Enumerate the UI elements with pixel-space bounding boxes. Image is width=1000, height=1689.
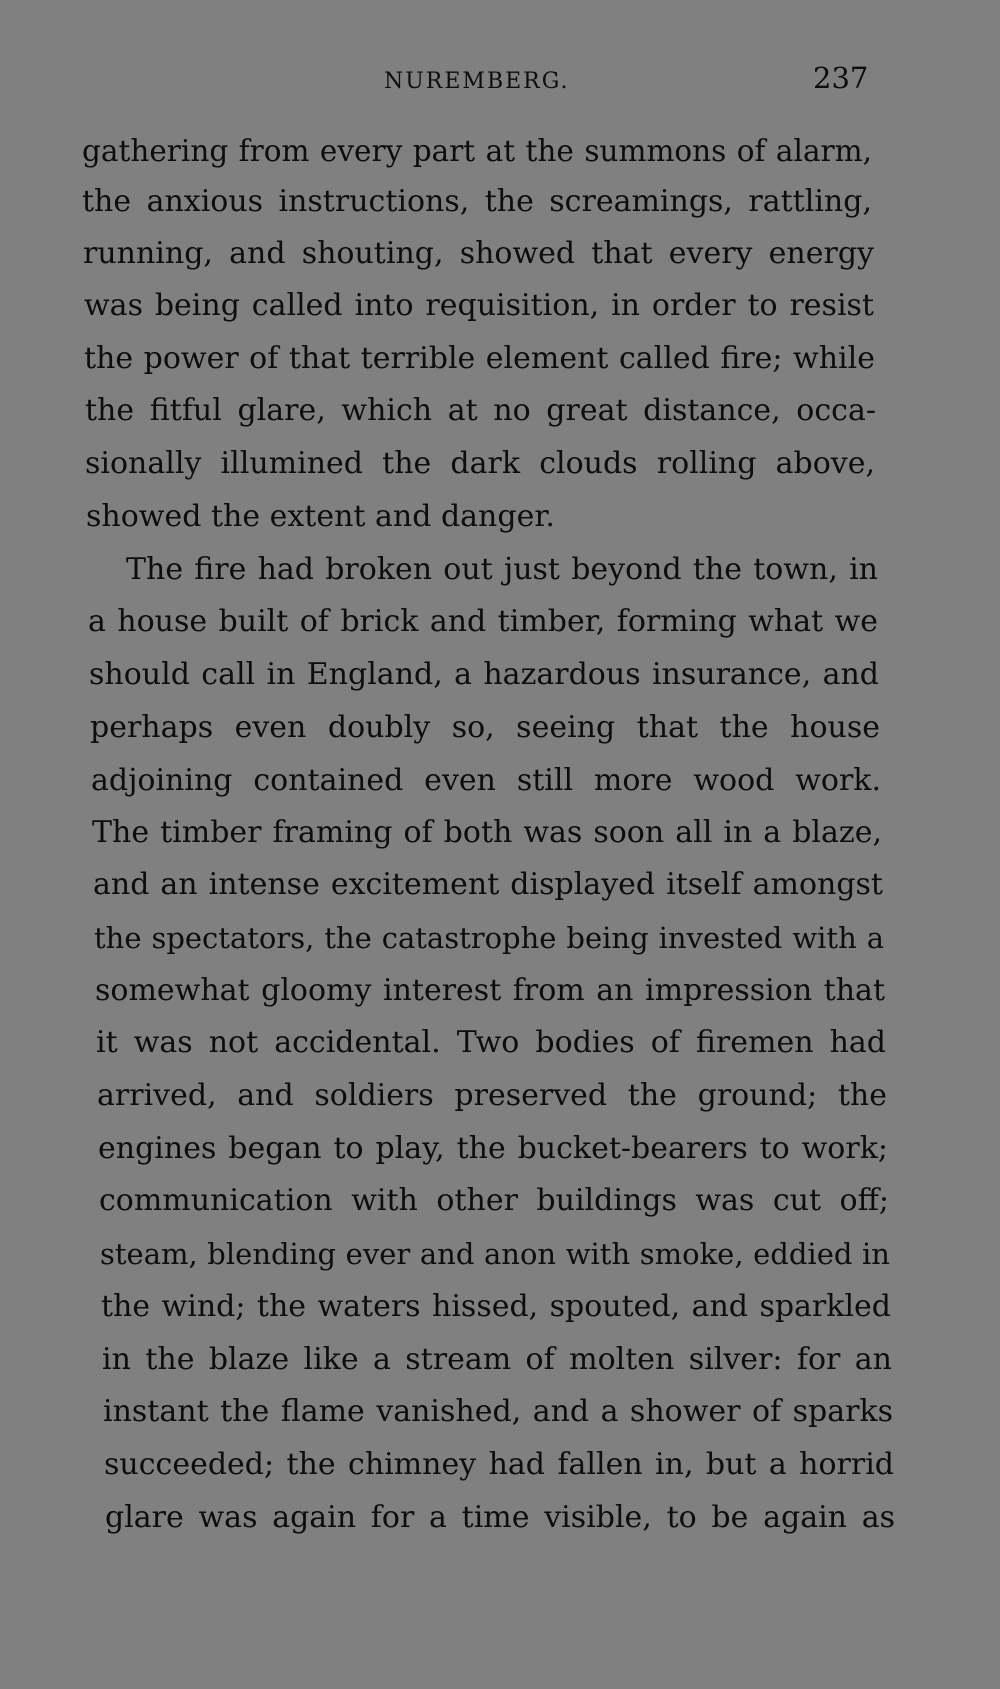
text-line: running, and shouting, showed that every energy — [83, 236, 874, 271]
text-line: the fitful glare, which at no great distance, occa- — [85, 393, 876, 428]
text-line: a house built of brick and timber, forming what we — [88, 604, 878, 639]
text-line: the anxious instructions, the screamings, rattling, — [82, 184, 872, 219]
text-line: perhaps even doubly so, seeing that the house — [90, 710, 880, 745]
text-line: sionally illumined the dark clouds rolling above, — [85, 446, 875, 481]
text-line: steam, blending ever and anon with smoke, eddied in — [100, 1237, 890, 1271]
text-line: communication with other buildings was cut off; — [99, 1183, 889, 1218]
text-line: The fire had broken out just beyond the town, in — [126, 552, 878, 587]
running-head — [0, 62, 1000, 102]
text-line: somewhat gloomy interest from an impression that — [95, 973, 885, 1008]
text-line: showed the extent and danger. — [86, 499, 555, 534]
text-line: arrived, and soldiers preserved the ground; the — [97, 1078, 887, 1113]
text-line: adjoining contained even still more wood work. — [91, 763, 881, 798]
running-title: NUREMBERG. — [384, 69, 570, 94]
text-line: in the blaze like a stream of molten silver: for an — [102, 1342, 892, 1377]
text-line: The timber framing of both was soon all in a blaze, — [92, 815, 882, 850]
page-number: 237 — [813, 61, 869, 95]
text-line: should call in England, a hazardous insurance, and — [89, 657, 879, 692]
text-line: engines began to play, the bucket-bearers to work; — [98, 1131, 888, 1166]
text-line: the power of that terrible element called fire; while — [84, 341, 875, 376]
text-line: instant the flame vanished, and a shower of sparks — [103, 1394, 893, 1429]
text-line: and an intense excitement displayed itself amongst — [93, 867, 883, 902]
text-line: succeeded; the chimney had fallen in, but a horrid — [104, 1447, 894, 1482]
text-line: the spectators, the catastrophe being invested with a — [94, 921, 884, 955]
text-line: glare was again for a time visible, to be again as — [105, 1500, 895, 1535]
text-line: it was not accidental. Two bodies of firemen had — [96, 1025, 886, 1060]
text-line: gathering from every part at the summons of alarm, — [82, 134, 872, 168]
text-line: was being called into requisition, in order to resist — [84, 288, 874, 323]
text-line: the wind; the waters hissed, spouted, and sparkled — [101, 1289, 891, 1324]
